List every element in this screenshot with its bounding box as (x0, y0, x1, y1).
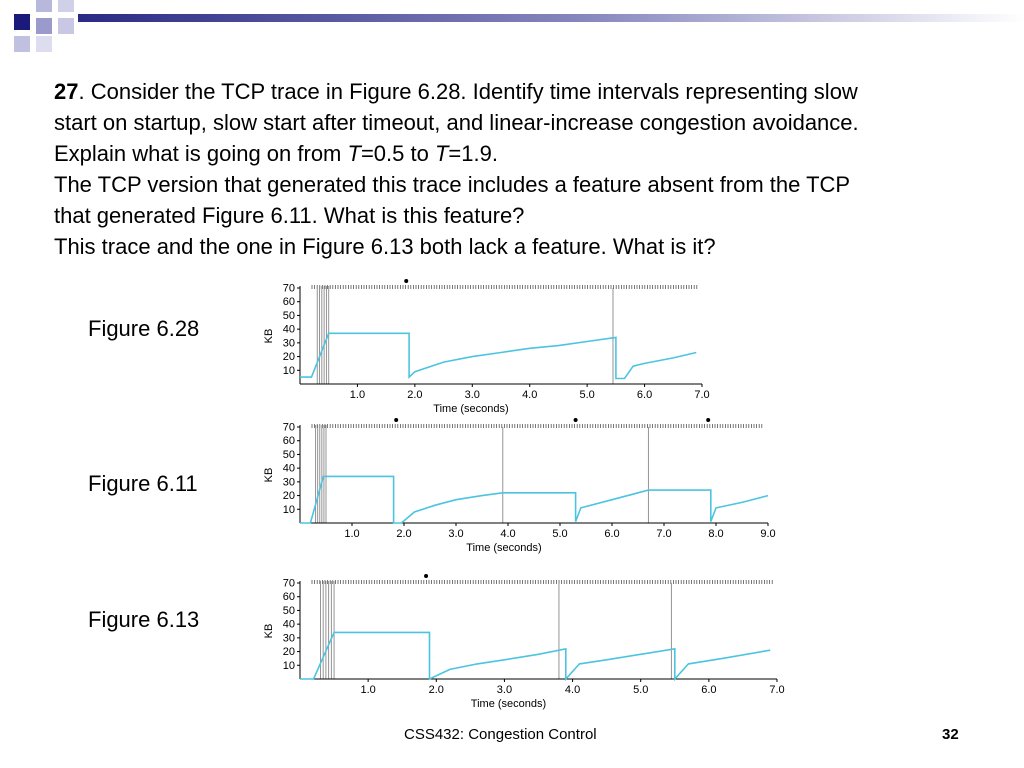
y-tick-label: 30 (282, 632, 295, 645)
x-tick-label: 4.0 (500, 528, 516, 540)
timeout-dot (404, 279, 408, 283)
congestion-window-line (300, 476, 768, 523)
y-tick-label: 60 (282, 296, 295, 309)
x-tick-label: 9.0 (760, 528, 776, 540)
question-line: The TCP version that generated this trace includes a feature absent from the TCP (54, 172, 851, 197)
y-tick-label: 50 (282, 448, 295, 461)
packet-ticks (312, 424, 762, 428)
header-square (58, 0, 74, 12)
x-tick-label: 4.0 (522, 389, 538, 401)
question-line: that generated Figure 6.11. What is this feature? (54, 203, 525, 228)
header-decoration (0, 0, 1024, 52)
y-tick-label: 70 (282, 282, 295, 295)
packet-ticks (312, 285, 697, 289)
y-tick-label: 60 (282, 435, 295, 448)
x-tick-label: 3.0 (448, 528, 464, 540)
header-square (14, 14, 30, 30)
question-line: start on startup, slow start after timeout, and linear-increase congestion avoidance. (54, 110, 859, 135)
x-tick-label: 3.0 (464, 389, 480, 401)
x-tick-label: 6.0 (701, 684, 717, 696)
x-tick-label: 7.0 (694, 389, 710, 401)
x-tick-label: 7.0 (769, 684, 785, 696)
x-axis-label: Time (seconds) (470, 698, 547, 710)
y-tick-label: 70 (282, 577, 295, 590)
x-tick-label: 7.0 (656, 528, 672, 540)
question-text (54, 76, 1004, 262)
y-tick-label: 20 (282, 490, 295, 503)
x-tick-label: 5.0 (633, 684, 649, 696)
chart-figure-6-13 (262, 571, 785, 721)
chart-figure-6-28 (262, 276, 782, 426)
header-square (36, 36, 52, 52)
x-tick-label: 5.0 (552, 528, 568, 540)
y-tick-label: 20 (282, 351, 295, 364)
question-line: This trace and the one in Figure 6.13 both lack a feature. What is it? (54, 234, 716, 259)
x-tick-label: 6.0 (604, 528, 620, 540)
packet-ticks (312, 580, 772, 584)
timeout-dot (394, 418, 398, 422)
figure-label: Figure 6.11 (88, 471, 198, 496)
timeout-dot (574, 418, 578, 422)
x-axis-label: Time (seconds) (466, 542, 542, 554)
y-tick-label: 50 (282, 309, 295, 322)
question-line: Explain what is going on from T=0.5 to T=1.9. (54, 141, 498, 166)
figure-label: Figure 6.28 (88, 316, 200, 341)
x-tick-label: 4.0 (564, 684, 581, 696)
y-axis-label: KB (263, 328, 275, 344)
timeout-dot (424, 574, 428, 578)
header-square (36, 18, 52, 34)
chart-figure-6-11 (262, 415, 782, 565)
header-square (36, 0, 52, 12)
y-axis-label: KB (263, 467, 275, 483)
footer-title: CSS432: Congestion Control (404, 726, 597, 743)
x-tick-label: 2.0 (428, 684, 444, 696)
question-number: 27 (54, 79, 79, 104)
y-tick-label: 50 (282, 604, 295, 617)
congestion-window-line (300, 333, 696, 378)
header-square (58, 18, 74, 34)
y-tick-label: 40 (282, 323, 295, 336)
x-tick-label: 1.0 (344, 528, 360, 540)
x-axis-label: Time (seconds) (433, 403, 509, 415)
y-tick-label: 20 (282, 646, 295, 659)
page-number: 32 (942, 726, 959, 743)
figure-label: Figure 6.13 (88, 607, 200, 632)
x-tick-label: 6.0 (636, 389, 653, 401)
y-tick-label: 10 (282, 503, 295, 516)
header-gradient-bar (78, 14, 1024, 22)
y-tick-label: 60 (282, 591, 295, 604)
x-tick-label: 2.0 (407, 389, 423, 401)
timeout-dot (706, 418, 710, 422)
x-tick-label: 5.0 (579, 389, 595, 401)
y-tick-label: 40 (282, 618, 295, 631)
question-line: 27. Consider the TCP trace in Figure 6.28. Identify time intervals representing slow (54, 79, 858, 104)
y-tick-label: 10 (282, 659, 295, 672)
y-tick-label: 30 (282, 476, 295, 489)
congestion-window-line (300, 632, 770, 679)
y-axis-label: KB (263, 623, 275, 639)
x-tick-label: 2.0 (396, 528, 412, 540)
x-tick-label: 8.0 (708, 528, 724, 540)
header-square (14, 36, 30, 52)
y-tick-label: 10 (282, 364, 295, 377)
x-tick-label: 3.0 (496, 684, 513, 696)
x-tick-label: 1.0 (360, 684, 376, 696)
y-tick-label: 40 (282, 462, 295, 475)
y-tick-label: 70 (282, 421, 295, 434)
y-tick-label: 30 (282, 337, 295, 350)
x-tick-label: 1.0 (349, 389, 366, 401)
